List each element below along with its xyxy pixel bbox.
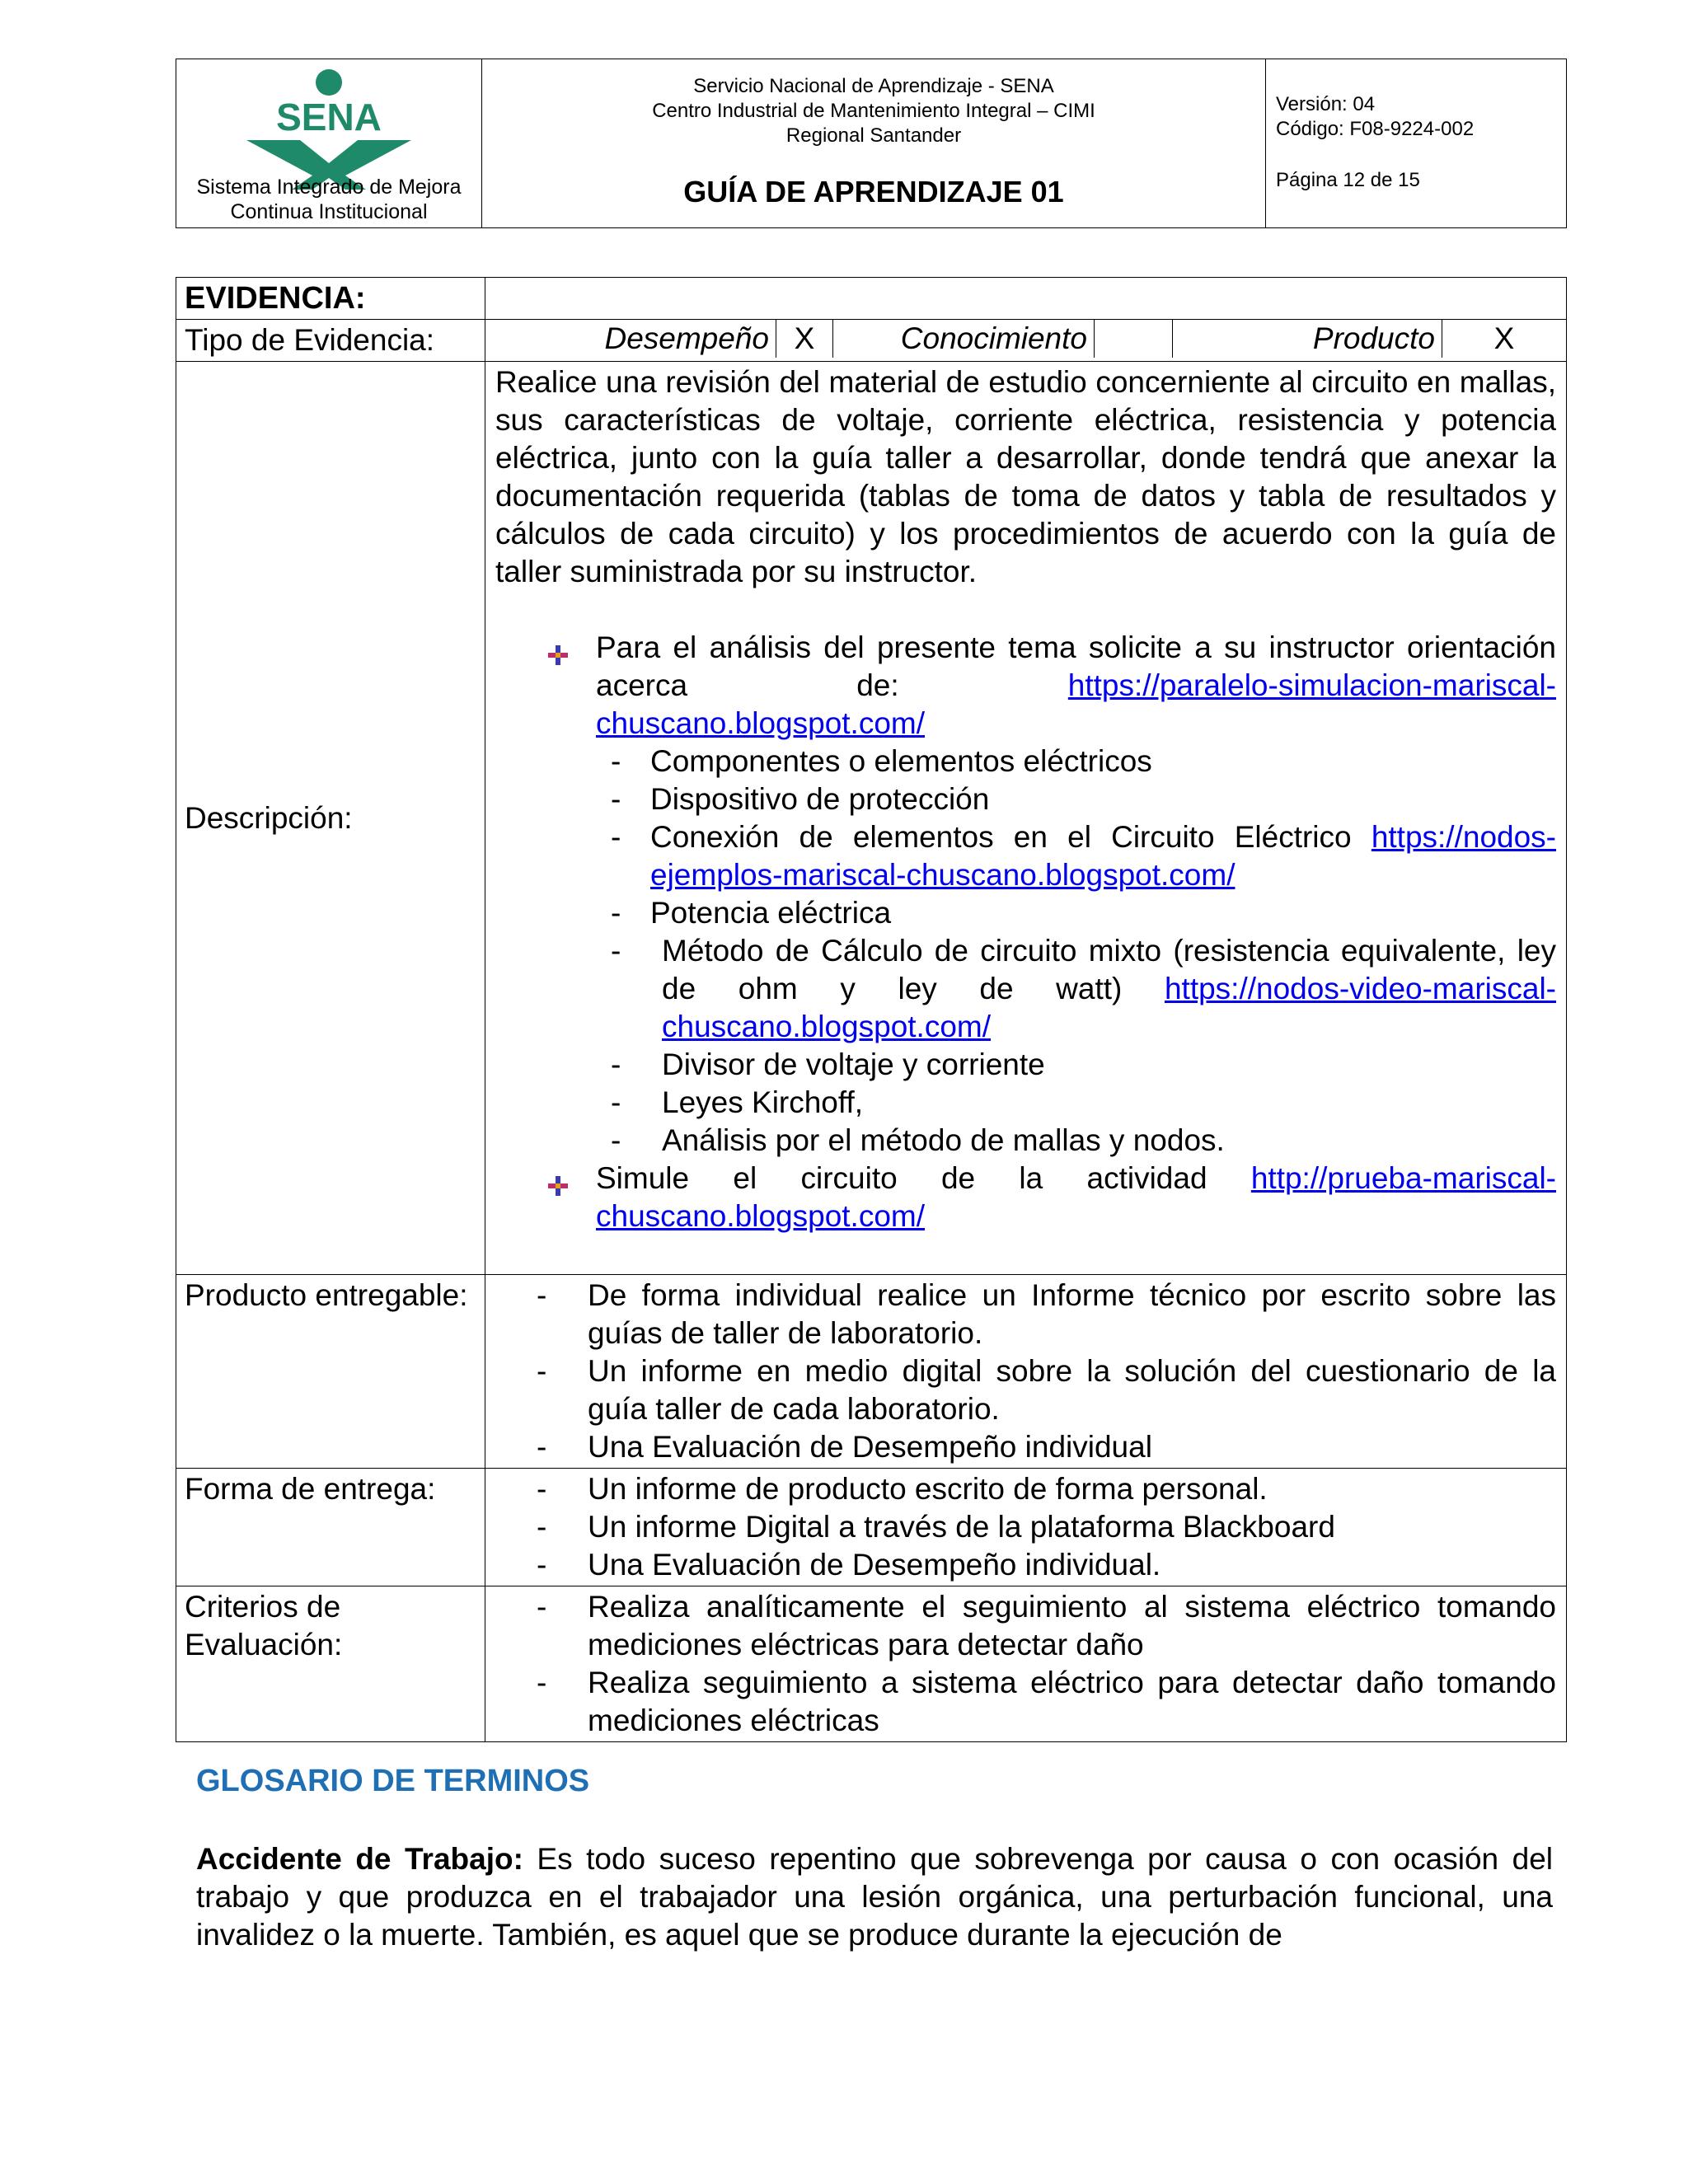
header-logo-cell: [176, 59, 482, 228]
delivery-item-text: Un informe de producto escrito de forma personal.: [588, 1472, 1268, 1506]
bullet-2-link[interactable]: http://prueba-mariscal-chuscano.blogspot.com/: [596, 1161, 1556, 1233]
bullet-2: [495, 1160, 1556, 1235]
product-item: [537, 1352, 1556, 1428]
dash: -: [537, 1278, 547, 1312]
criteria-label: Criterios de Evaluación:: [176, 1586, 485, 1742]
criteria-item-text: Realiza seguimiento a sistema eléctrico para detectar daño tomando mediciones eléctricas: [588, 1666, 1556, 1737]
product-label: Producto entregable:: [176, 1275, 485, 1469]
evidence-table: [176, 277, 1567, 1742]
sub-item: [495, 818, 1556, 894]
header-table: [176, 59, 1567, 228]
evidence-title-empty: [485, 278, 1567, 320]
dash: -: [537, 1354, 547, 1388]
product-item: [537, 1277, 1556, 1352]
delivery-item: [537, 1470, 1556, 1508]
type-producto-mark: X: [1442, 320, 1567, 358]
criteria-item: [537, 1588, 1556, 1664]
glossary-term: Accidente de Trabajo:: [196, 1842, 523, 1876]
left-caption: [176, 175, 481, 224]
sub-item-text: Componentes o elementos eléctricos: [650, 744, 1152, 778]
page-number: Página 12 de 15: [1276, 169, 1420, 191]
sub-item: [495, 1046, 1556, 1084]
sub-item-text: Conexión de elementos en el Circuito Eléctrico: [650, 820, 1372, 854]
dash: -: [537, 1472, 547, 1506]
dash: -: [611, 934, 621, 968]
glossary-paragraph: [196, 1840, 1553, 1954]
product-item-text: Un informe en medio digital sobre la solución del cuestionario de la guía taller de cada laboratorio.: [588, 1354, 1556, 1426]
doc-title: GUÍA DE APRENDIZAJE 01: [683, 175, 1064, 209]
delivery-item-text: Un informe Digital a través de la plataforma Blackboard: [588, 1510, 1335, 1544]
type-conocimiento-mark: [1095, 320, 1173, 358]
code: Código: F08-9224-002: [1276, 118, 1475, 140]
sub-item: [495, 1084, 1556, 1122]
version: Versión: 04: [1276, 93, 1376, 115]
dash: -: [611, 1047, 621, 1081]
criteria-item: [537, 1664, 1556, 1740]
logo-text: SENA: [276, 96, 382, 138]
dash: -: [611, 1123, 621, 1157]
dash: -: [537, 1666, 547, 1699]
type-label: Tipo de Evidencia:: [176, 320, 485, 362]
plus-bullet-icon: [546, 1169, 570, 1192]
evidence-title: EVIDENCIA:: [176, 278, 485, 320]
sub-item-text: Dispositivo de protección: [650, 782, 990, 816]
bullet-1-text: Para el análisis del presente tema solicite a su instructor orientación acerca de:: [596, 630, 1556, 702]
dash: -: [611, 820, 621, 854]
dash: -: [611, 782, 621, 816]
sub-item-text: Potencia eléctrica: [650, 896, 892, 930]
bullet-2-text: Simule el circuito de la actividad: [596, 1161, 1251, 1195]
dash: -: [611, 896, 621, 930]
header-middle-cell: [482, 59, 1266, 228]
product-item: [537, 1428, 1556, 1466]
header-right-cell: [1266, 59, 1567, 228]
sub-item-list: [495, 743, 1556, 1160]
bullet-1-link[interactable]: https://paralelo-simulacion-mariscal-chuscano.blogspot.com/: [596, 668, 1556, 740]
bullet-1: [495, 629, 1556, 743]
left-caption-line1: Sistema Integrado de Mejora: [196, 176, 462, 199]
product-cell: [485, 1275, 1567, 1469]
sena-logo: [222, 64, 436, 192]
delivery-cell: [485, 1469, 1567, 1586]
type-options: [485, 320, 1567, 362]
org-line2: Centro Industrial de Mantenimiento Integral – CIMI: [652, 100, 1095, 122]
product-item-text: De forma individual realice un Informe técnico por escrito sobre las guías de taller de laboratorio.: [588, 1278, 1556, 1350]
delivery-item: [537, 1546, 1556, 1584]
delivery-label: Forma de entrega:: [176, 1469, 485, 1586]
dash: -: [537, 1430, 547, 1464]
sub-item: [495, 932, 1556, 1046]
type-producto: Producto: [1173, 320, 1442, 358]
sub-item-text: Análisis por el método de mallas y nodos.: [662, 1123, 1225, 1157]
criteria-item-text: Realiza analíticamente el seguimiento al sistema eléctrico tomando mediciones eléctricas para detectar daño: [588, 1590, 1556, 1661]
product-item-text: Una Evaluación de Desempeño individual: [588, 1430, 1152, 1464]
criteria-cell: [485, 1586, 1567, 1742]
org-line3: Regional Santander: [785, 124, 962, 147]
left-caption-line2: Continua Institucional: [230, 200, 428, 223]
glossary-definition: Es todo suceso repentino que sobrevenga por causa o con ocasión del trabajo y que produzca en el trabajador una lesión orgánica, una perturbación funcional, una invalidez o la muerte. También, es aquel que se produce durante la ejecución de: [196, 1842, 1553, 1952]
dash: -: [611, 744, 621, 778]
sub-item: [495, 1122, 1556, 1160]
sena-logo-icon: [222, 64, 436, 192]
dash: -: [537, 1510, 547, 1544]
sub-item-link[interactable]: https://nodos-ejemplos-mariscal-chuscano.blogspot.com/: [650, 820, 1556, 892]
delivery-item: [537, 1508, 1556, 1546]
sub-item-text: Leyes Kirchoff,: [662, 1085, 864, 1119]
description-paragraph: Realice una revisión del material de estudio concerniente al circuito en mallas, sus características de voltaje, corriente eléctrica, resistencia y potencia eléctrica, junto con la guía taller a desarrollar, donde tendrá que anexar la documentación requerida (tablas de toma de datos y tabla de resultados y cálculos de cada circuito) y los procedimientos de acuerdo con la guía de taller suministrada por su instructor.: [495, 365, 1556, 588]
sub-item: [495, 743, 1556, 780]
type-desempeno-mark: X: [776, 320, 833, 358]
sub-item-text: Método de Cálculo de circuito mixto (resistencia equivalente, ley de ohm y ley de watt): [662, 934, 1556, 1005]
type-desempeno: Desempeño: [604, 321, 769, 355]
plus-bullet-icon: [546, 638, 570, 661]
org-line1: Servicio Nacional de Aprendizaje - SENA: [693, 75, 1054, 97]
sub-item-text: Divisor de voltaje y corriente: [662, 1047, 1045, 1081]
glossary-title: GLOSARIO DE TERMINOS: [196, 1764, 590, 1798]
description-cell: [485, 362, 1567, 1275]
dash: -: [537, 1548, 547, 1582]
type-conocimiento: Conocimiento: [833, 320, 1095, 358]
sub-item-link[interactable]: https://nodos-video-mariscal-chuscano.blogspot.com/: [662, 972, 1556, 1043]
dash: -: [537, 1590, 547, 1624]
delivery-item-text: Una Evaluación de Desempeño individual.: [588, 1548, 1161, 1582]
sub-item: [495, 780, 1556, 818]
sub-item: [495, 894, 1556, 932]
description-label: Descripción:: [176, 362, 485, 1275]
dash: -: [611, 1085, 621, 1119]
